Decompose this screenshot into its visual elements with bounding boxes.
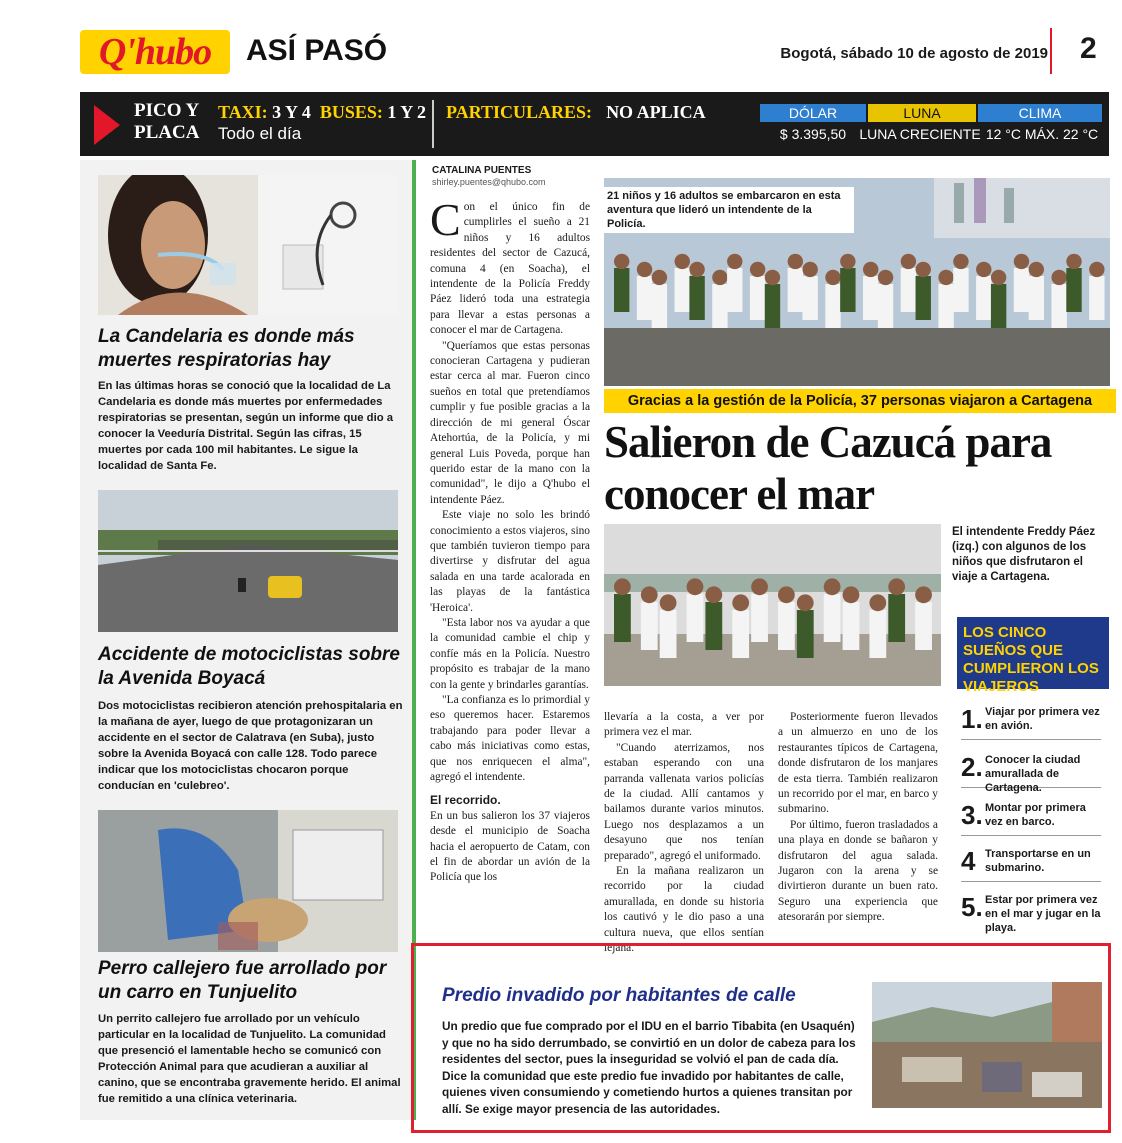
person-head [614,578,631,595]
person-figure [712,284,727,328]
person-figure [802,276,817,320]
person-head [869,594,886,611]
person-figure [1089,276,1104,320]
person-figure [689,276,704,320]
person-figure [778,602,795,650]
person-head [1029,262,1044,277]
person-figure [869,610,886,658]
person-figure [675,268,690,312]
person-figure [888,594,905,642]
person-figure [1066,268,1081,312]
paragraph: "Esta labor nos va ayudar a que la comunidad cambie el chip y confíe más en la Policía. Nuestro propósito es trabajar de la mano con la gente y brindarles garantías. [430,616,590,691]
person-head [916,262,931,277]
person-head [938,270,953,285]
paragraph: "La confianza es lo primordial y eso queremos hacer. Estaremos trabajando para poder llevar a cabo más iniciativas como estas, que nos enriquecen el alma", agregó el intendente. [430,694,590,784]
clima-value: 12 °C MÁX. 22 °C [985,126,1099,142]
person-head [660,594,677,611]
invaded-lot-photo [872,982,1102,1108]
avenida-photo [98,490,398,632]
dog-rescue-photo [98,810,398,952]
person-figure [863,276,878,320]
pico-y-placa-bar [80,92,1109,156]
bottom-story-body: Un predio que fue comprado por el IDU en el barrio Tibabita (en Usaquén) y que no ha sido derrumbado, se convirtió en un dolor de cabeza para los residentes del sector, pues la inseguridad se volvió el pan de cada día. Dice la comunidad que este predio fue invadido por habitantes de calle, quienes viven consumiendo y cometiendo hurtos a quienes transitan por allí. Se exige mayor presencia de las autoridades. [442,1019,856,1116]
person-figure [878,284,893,328]
person-head [878,270,893,285]
dolar-value: $ 3.395,50 [779,126,847,142]
qhubo-logo: Q'hubo [80,30,230,74]
person-head [712,270,727,285]
person-head [888,578,905,595]
hospital-photo [98,175,398,315]
story1-body: En las últimas horas se conoció que la localidad de La Candelaria es donde más muertes por enfermedades respiratorias se presentan, según un informe que dio a conocer la Veeduría Distrital. Según las cifras, 15 muertes por cada 100 mil habitantes. Le sigue la localidad de Santa Fe. [98,380,394,472]
person-figure [660,610,677,658]
person-head [991,270,1006,285]
group-photo-beach [604,524,941,686]
dream-item: 4 Transportarse en un submarino. [961,842,1101,882]
person-figure [797,610,814,658]
paragraph: Posteriormente fueron llevados a un almuerzo en uno de los restaurantes típicos de Cartagena, donde disfrutaron de los manjares de esta tierra. También realizaron un recorrido por el mar, en barco y submarino. [778,711,938,816]
dateline: Bogotá, sábado 10 de agosto de 2019 [780,45,1048,62]
story2-body: Dos motociclistas recibieron atención prehospitalaria en la mañana de ayer, luego de que protagonizaran un accidente en el sector de Calatrava (en Suba), justo sobre la Avenida Boyacá con calle 128. Todo parece indicar que los motociclistas chocaron porque conducían en 'culebreo'. [98,700,403,792]
person-head [732,594,749,611]
paragraph: Por último, fueron trasladados a una playa en donde se bañaron y disfrutaron del agua salada. Jugaron con la arena y se divirtieron durante un buen rato. Seguro una experiencia que atesorarán por siempre. [778,818,938,924]
person-figure [765,284,780,328]
person-figure [614,268,629,312]
person-head [901,254,916,269]
byline-email: shirley.puentes@qhubo.com [432,177,546,187]
person-head [751,578,768,595]
restriction-time: Todo el día [218,124,302,143]
person-figure [976,276,991,320]
person-head [953,254,968,269]
person-head [765,270,780,285]
person-figure [991,284,1006,328]
person-figure [732,610,749,658]
person-figure [687,594,704,642]
paragraph: Este viaje no solo les brindó conocimiento a estos viajeros, sino que también tuvieron tiempo para divertirse y disfrutar del agua salada en una tarde acalorada en las playas de la fantástica 'Heroica'. [430,509,590,614]
person-head [843,586,860,603]
byline: CATALINA PUENTES [432,165,532,176]
beach-photo-caption: El intendente Freddy Páez (izq.) con algunos de los niños que disfrutaron el viaje a Cartagena. [952,526,1096,583]
person-head [614,254,629,269]
masthead-divider [1050,28,1052,74]
page-number: 2 [1080,32,1097,65]
person-head [689,262,704,277]
person-head [976,262,991,277]
person-head [1051,270,1066,285]
person-head [637,262,652,277]
person-head [675,254,690,269]
person-head [863,262,878,277]
pico-title: PICO Y PLACA [134,100,200,143]
dream-item: 2. Conocer la ciudad amurallada de Cartagena. [961,748,1101,788]
person-head [824,578,841,595]
person-head [1066,254,1081,269]
person-head [915,586,932,603]
person-head [641,586,658,603]
luna-value: LUNA CRECIENTE [859,126,981,142]
subheading: El recorrido. [430,793,501,808]
person-figure [915,602,932,650]
section-title: ASÍ PASÓ [246,34,388,67]
person-head [840,254,855,269]
person-head [797,594,814,611]
taxi-buses-restriction: TAXI: 3 Y 4 BUSES: 1 Y 2 [218,102,427,122]
article-headline: Salieron de Cazucá para conocer el mar [604,417,1052,519]
paragraph: En la mañana realizaron un recorrido por la ciudad amurallada, en donde su historia los cautivó y le dio paso a una cultura nueva, que ellos sentían lejana. [604,865,764,955]
dolar-label: DÓLAR [760,104,866,122]
dream-item: 5. Estar por primera vez en el mar y jugar en la playa. [961,892,1101,934]
dream-item: 1. Viajar por primera vez en avión. [961,700,1101,740]
person-figure [727,268,742,312]
article-column-3 [778,710,938,926]
story2-title: Accidente de motociclistas sobre la Avenida Boyacá [98,644,400,689]
person-figure [843,602,860,650]
person-figure [824,594,841,642]
person-figure [751,594,768,642]
paragraph: llevaría a la costa, a ver por primera vez el mar. [604,711,764,739]
person-figure [705,602,722,650]
story3-title: Perro callejero fue arrollado por un carro en Tunjuelito [98,958,387,1003]
person-head [705,586,722,603]
bottom-story-title: Predio invadido por habitantes de calle [442,985,796,1006]
person-figure [916,276,931,320]
person-head [652,270,667,285]
person-figure [901,268,916,312]
person-figure [614,594,631,642]
dream-item: 3. Montar por primera vez en barco. [961,796,1101,836]
arrow-icon [94,105,120,145]
person-figure [953,268,968,312]
person-head [788,254,803,269]
paragraph: "Queríamos que estas personas conocieran Cartagena y pudieran estar cerca al mar. Fueron cinco sueños en total que pretendíamos cumplir y fue posible gracias a la dirección de mi general Óscar Atehortúa, de la Policía, y mi general Luis Poveda, porque han querido estar de la mano con la comunidad", le dijo a Q'hubo el intendente Páez. [430,339,590,506]
person-head [802,262,817,277]
person-figure [938,284,953,328]
luna-label: LUNA [868,104,976,122]
person-figure [641,602,658,650]
paragraph: "Cuando aterrizamos, nos estaban esperando con una parranda vallenata varios policías de la ciudad. Allí cantamos y bailamos durante varios minutos. Luego nos desplazamos a un desayuno que nos tenían preparado", agregó el uniformado. [604,741,764,862]
story3-body: Un perrito callejero fue arrollado por un vehículo particular en la localidad de Tunjuelito. La comunidad que presenció el lamentable hecho se comunicó con Protección Animal para que acudieran a auxiliar al canino, que se encontraba gravemente herido. El animal fue remitido a una clínica veterinaria. [98,1013,401,1105]
person-figure [825,284,840,328]
article-column-2 [604,710,764,957]
person-head [687,578,704,595]
person-figure [750,276,765,320]
article-column-1 [430,194,590,886]
pico-divider [432,100,434,148]
person-head [825,270,840,285]
story1-title: La Candelaria es donde más muertes respiratorias hay [98,326,355,371]
person-head [1089,262,1104,277]
paragraph: En un bus salieron los 37 viajeros desde el municipio de Soacha hacia el aeropuerto de Catam, con el fin de abordar un avión de la Policía que los [430,809,590,884]
five-dreams-header: LOS CINCO SUEÑOS QUE CUMPLIERON LOS VIAJEROS [957,617,1109,689]
particulares-restriction: PARTICULARES: NO APLICA [446,102,706,122]
person-figure [637,276,652,320]
person-figure [788,268,803,312]
photo-banner: Gracias a la gestión de la Policía, 37 personas viajaron a Cartagena [604,389,1116,413]
person-figure [1051,284,1066,328]
person-head [1014,254,1029,269]
person-figure [1014,268,1029,312]
clima-label: CLIMA [978,104,1102,122]
person-figure [652,284,667,328]
person-figure [1029,276,1044,320]
person-head [778,586,795,603]
person-head [750,262,765,277]
person-figure [840,268,855,312]
person-head [727,254,742,269]
lead-paragraph: Con el único fin de cumplirles el sueño a 21 niños y 16 adultos residentes del sector de Cazucá, comuna 4 (en Soacha), el intendente de la Policía Freddy Páez lideró toda una estrategia para llevar a estas personas a conocer el mar de Cartagena. [430,194,590,337]
top-photo-caption: 21 niños y 16 adultos se embarcaron en esta aventura que lideró un intendente de la Policía. [604,187,854,233]
